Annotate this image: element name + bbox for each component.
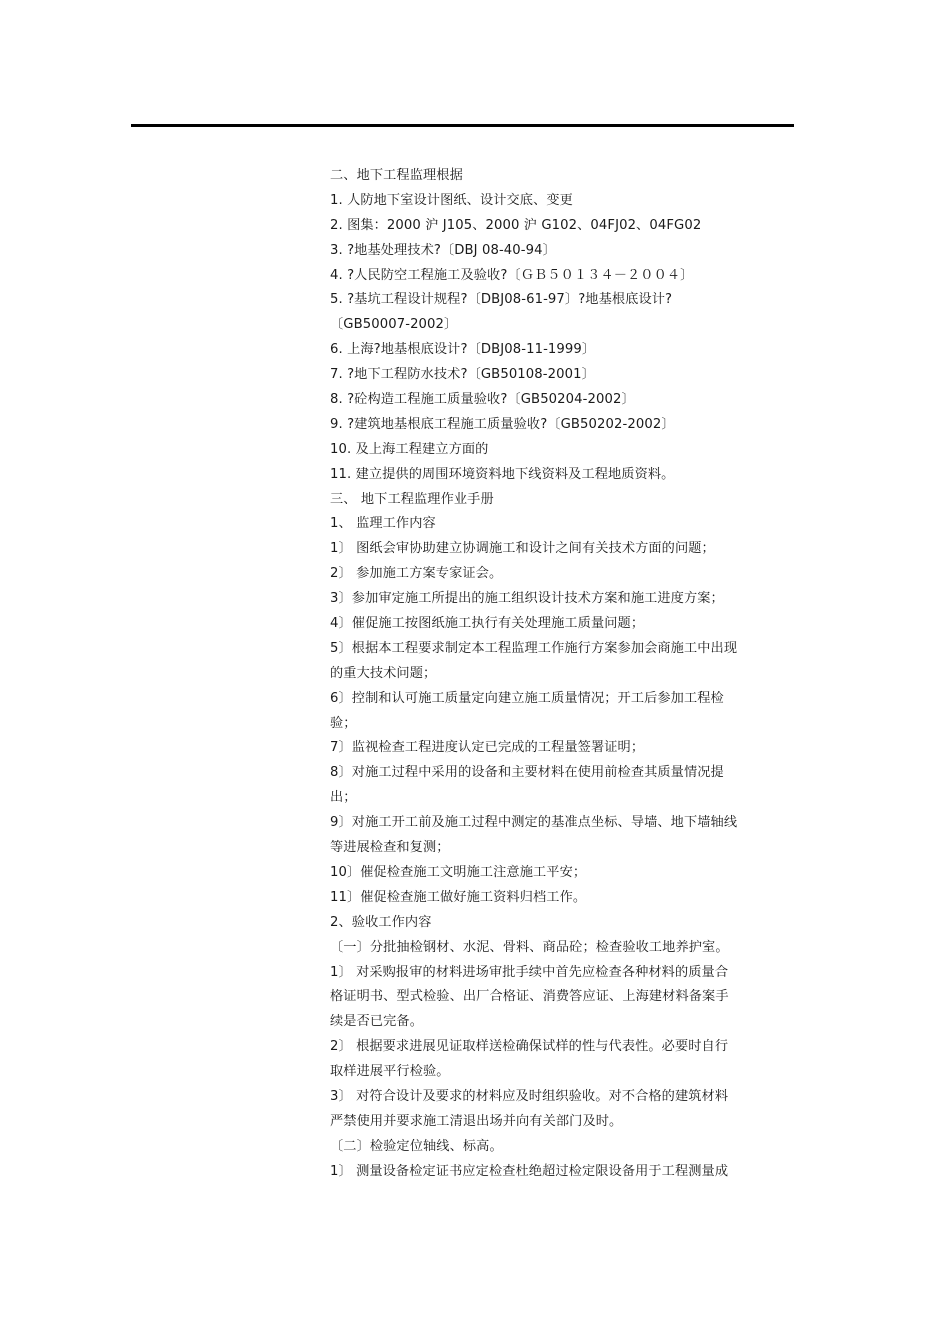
basis-item: 10. 及上海工程建立方面的 — [330, 441, 489, 457]
section-heading: 三、 地下工程监理作业手册 — [330, 491, 494, 507]
work-item: 3〕参加审定施工所提出的施工组织设计技术方案和施工进度方案； — [330, 591, 724, 607]
basis-item: 11. 建立提供的周围环境资料地下线资料及工程地质资料。 — [330, 466, 675, 482]
work-item: 2〕 参加施工方案专家证会。 — [330, 566, 503, 582]
acceptance-item-continuation: 取样进展平行检验。 — [330, 1064, 450, 1080]
basis-item: 8. ?砼构造工程施工质量验收?〔GB50204-2002〕 — [330, 392, 635, 408]
work-item: 1〕 图纸会审协助建立协调施工和设计之间有关技术方面的问题； — [330, 541, 715, 557]
acceptance-item: 1〕 对采购报审的材料进场审批手续中首先应检查各种材料的质量合 — [330, 964, 729, 980]
acceptance-item-continuation: 格证明书、型式检验、出厂合格证、消费答应证、上海建材料备案手 — [330, 989, 729, 1005]
group-heading: 〔一〕分批抽检钢材、水泥、骨料、商品砼；检查验收工地养护室。 — [330, 939, 729, 955]
basis-item: 1. 人防地下室设计图纸、设计交底、变更 — [330, 192, 573, 208]
acceptance-item: 2〕 根据要求进展见证取样送检确保试样的性与代表性。必要时自行 — [330, 1039, 729, 1055]
work-item: 4〕催促施工按图纸施工执行有关处理施工质量问题； — [330, 616, 645, 632]
acceptance-item: 1〕 测量设备检定证书应定检查杜绝超过检定限设备用于工程测量成 — [330, 1163, 729, 1179]
acceptance-item-continuation: 续是否已完备。 — [330, 1014, 424, 1030]
acceptance-item: 3〕 对符合设计及要求的材料应及时组织验收。对不合格的建筑材料 — [330, 1088, 729, 1104]
basis-item: 4. ?人民防空工程施工及验收?〔ＧＢ５０１３４－２００４〕 — [330, 267, 694, 283]
acceptance-item-continuation: 严禁使用并要求施工清退出场并向有关部门及时。 — [330, 1113, 623, 1129]
work-item: 10〕催促检查施工文明施工注意施工平安； — [330, 864, 587, 880]
basis-item: 2. 图集：2000 沪 J105、2000 沪 G102、04FJ02、04FG02 — [330, 217, 702, 233]
work-item: 6〕控制和认可施工质量定向建立施工质量情况；开工后参加工程检 — [330, 690, 724, 706]
basis-item: 7. ?地下工程防水技术?〔GB50108-2001〕 — [330, 367, 595, 383]
basis-item: 6. 上海?地基根底设计?〔DBJ08-11-1999〕 — [330, 342, 596, 358]
work-item-continuation: 的重大技术问题； — [330, 665, 437, 681]
subsection-heading: 1、 监理工作内容 — [330, 516, 436, 532]
work-item-continuation: 出； — [330, 790, 357, 806]
work-item: 7〕监视检查工程进度认定已完成的工程量签署证明； — [330, 740, 645, 756]
work-item: 9〕对施工开工前及施工过程中测定的基准点坐标、导墙、地下墙轴线 — [330, 815, 738, 831]
basis-item-continuation: 〔GB50007-2002〕 — [330, 317, 458, 333]
group-heading: 〔二〕检验定位轴线、标高。 — [330, 1138, 503, 1154]
subsection-heading: 2、验收工作内容 — [330, 914, 432, 930]
basis-item: 9. ?建筑地基根底工程施工质量验收?〔GB50202-2002〕 — [330, 416, 675, 432]
work-item-continuation: 验； — [330, 715, 357, 731]
section-heading: 二、地下工程监理根据 — [330, 168, 463, 183]
basis-item: 5. ?基坑工程设计规程?〔DBJ08-61-97〕?地基根底设计? — [330, 292, 673, 308]
work-item-continuation: 等进展检查和复测； — [330, 840, 450, 856]
basis-item: 3. ?地基处理技术?〔DBJ 08-40-94〕 — [330, 242, 556, 258]
work-item: 8〕对施工过程中采用的设备和主要材料在使用前检查其质量情况提 — [330, 765, 724, 781]
work-item: 5〕根据本工程要求制定本工程监理工作施行方案参加会商施工中出现 — [330, 640, 738, 656]
work-item: 11〕催促检查施工做好施工资料归档工作。 — [330, 889, 587, 905]
header-rule — [131, 124, 794, 127]
document-body — [330, 164, 770, 1185]
